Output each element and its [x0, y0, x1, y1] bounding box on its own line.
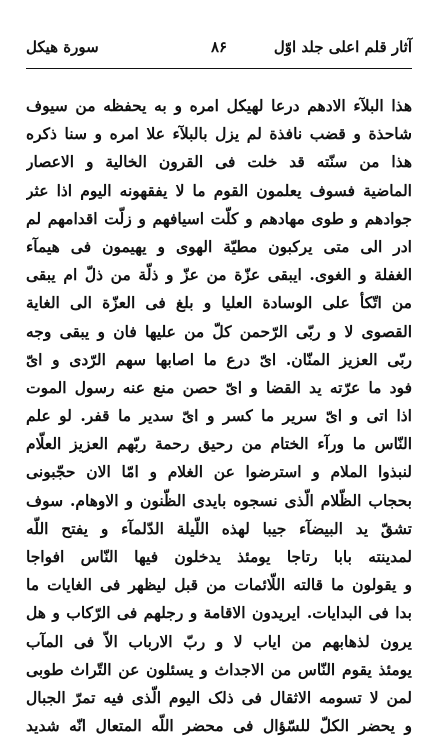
book-title: آثار قلم اعلی جلد اوّل — [273, 38, 412, 56]
text-line: ادر الی متی یرکبون مطیّة الهوی و یهیمون فی هیمآء — [26, 236, 412, 256]
text-line: لنبذوا الملام و استرضوا عن الغلام و امّا الان حجّبونی — [26, 462, 412, 482]
text-line: بدا فی البدایات. ایریدون الاقامة و رجلهم فی الرّکاب و هل — [26, 603, 412, 623]
text-line: الماضیة فسوف یعلمون القوم ما لا یفقهونه الیوم اذا عثر — [26, 180, 412, 200]
header-rule — [26, 68, 412, 69]
text-line: من اتّکأ علی الوسادة العلیا و بلغ فی العزّة الی الغایة — [26, 293, 412, 313]
text-line: ربّی العزیز المنّان. ایّ درع ما اصابها سهم الرّدی و ایّ — [26, 349, 412, 369]
text-line: جوادهم و طوی مهادهم و کلّت اسیافهم و زلّت اقدامهم لم — [26, 208, 412, 228]
text-line: لمدینته بابا رتاجا یومئذ یدخلون فیها النّاس افواجا — [26, 547, 412, 566]
text-line: فود ما عرّته ید القضا و ایّ حصن منع عنه رسول الموت — [26, 377, 412, 397]
text-line: یرون لذهابهم من ایاب لا و ربّ الارباب الاّ فی المآب — [26, 631, 412, 651]
text-line: اذا اتی و ایّ سریر ما کسر و ایّ سدیر ما قفر. لو علم — [26, 406, 412, 426]
text-line: و یقولون ما قالته اللّائمات من قبل لیظهر فی الغایات ما — [26, 575, 412, 595]
text-line: الغفلة و الغوی. ایبقی عزّة من عزّ و ذلّة من ذلّ ام یبقی — [26, 265, 412, 285]
page-header — [26, 38, 412, 68]
text-line: تشقّ ید البیضآء جیبا لهذه اللّیلة الدّلمآء و یفتح اللّه — [26, 518, 412, 538]
text-line: هذا البلآء الادهم درعا لهیکل امره و به یحفظه من سیوف — [26, 96, 412, 115]
text-line: النّاس ما ورآء الختام من رحیق رحمة ربّهم العزیز العلّام — [26, 434, 412, 454]
section-title: سورة هیکل — [26, 38, 99, 56]
text-line: هذا من سنّته قد خلت فی القرون الخالیة و الاعصار — [26, 152, 412, 172]
body-text — [26, 92, 412, 740]
text-line: لمن لا تسومه الاثقال فی ذلک الیوم الّذی فیه تمرّ الجبال — [26, 687, 412, 707]
text-line: یومئذ یقوم النّاس من الاجداث و یسئلون عن التّراث طوبی — [26, 659, 412, 679]
text-line: و یحضر الکلّ للسّؤال فی محضر اللّه المتعال انّه شدید — [26, 716, 412, 736]
page-number: ۸۶ — [210, 38, 228, 56]
text-line: بحجاب الظّلام الّذی نسجوه بایدی الظّنون و الاوهام. سوف — [26, 490, 412, 510]
text-line: شاحذة و قضب نافذة لم یزل بالبلآء علا امره و سنا ذکره — [26, 124, 412, 144]
text-line: القصوی لا و ربّی الرّحمن کلّ من علیها فان و یبقی وجه — [26, 321, 412, 341]
